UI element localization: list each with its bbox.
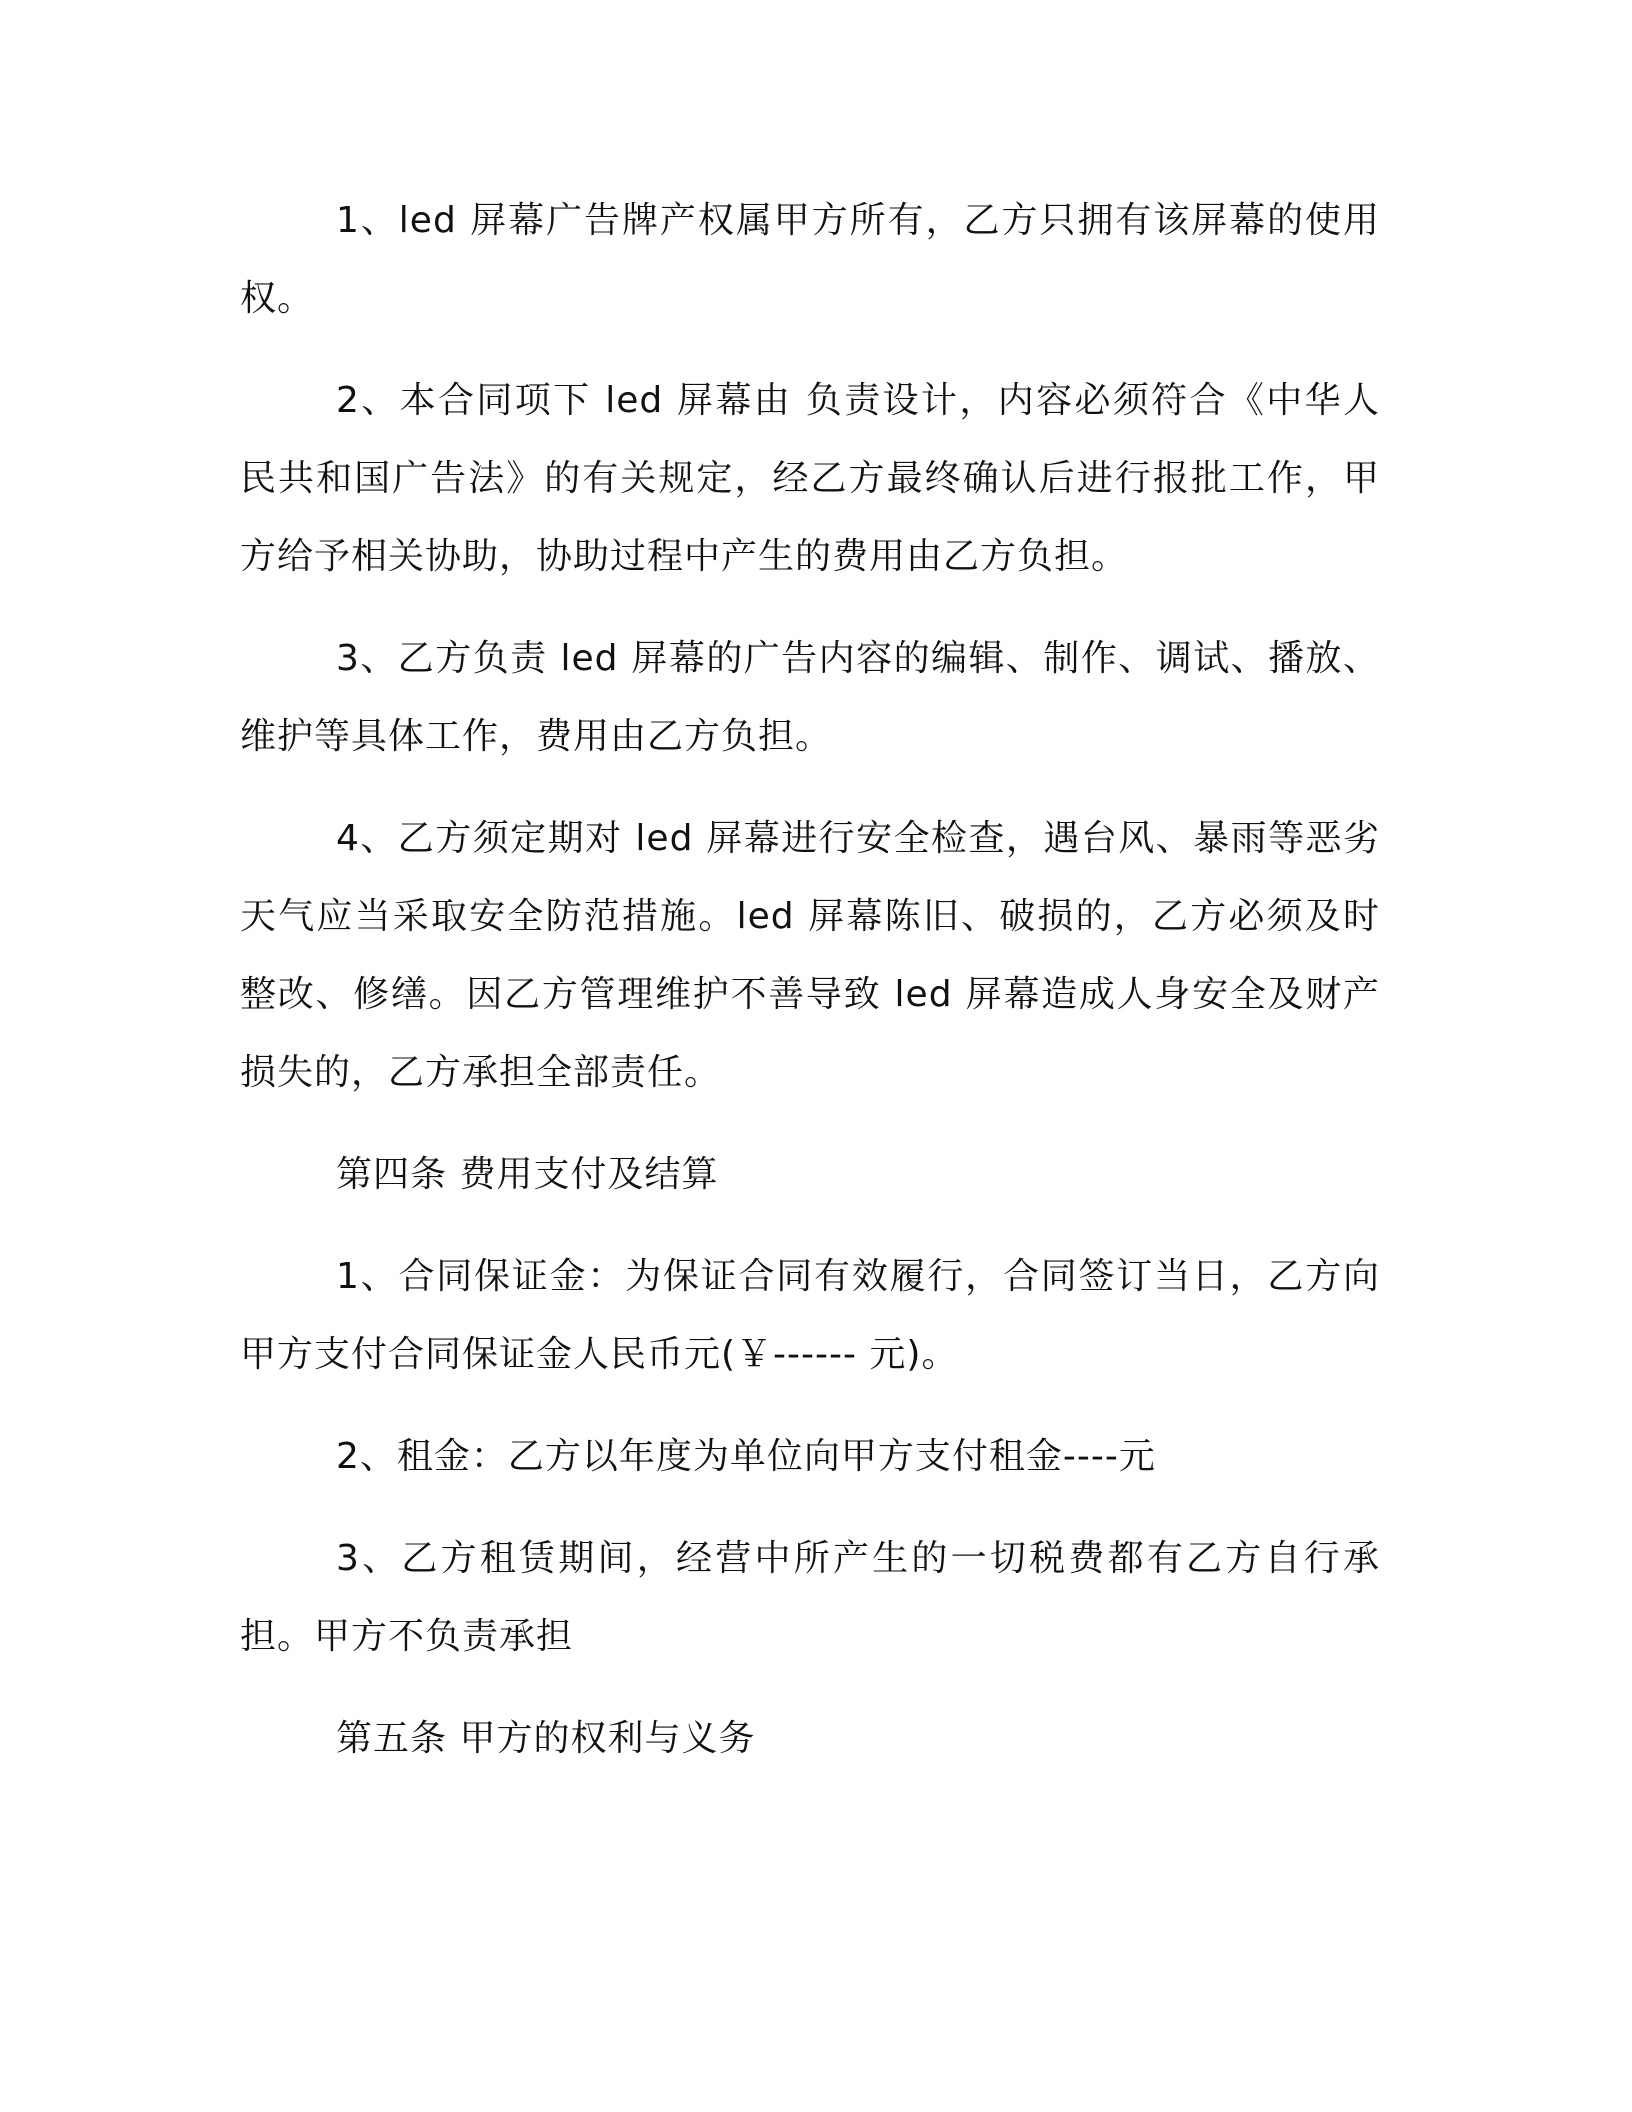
clause-1-ownership: 1、led 屏幕广告牌产权属甲方所有，乙方只拥有该屏幕的使用权。 xyxy=(240,200,1380,319)
clause-2-design: 2、本合同项下 led 屏幕由 负责设计，内容必须符合《中华人民共和国广告法》的有关规定，经乙方最终确认后进行报批工作，甲方给予相关协助，协助过程中产生的费用由乙方负担。 xyxy=(240,380,1380,577)
section-heading-article-5: 第五条 甲方的权利与义务 xyxy=(336,1718,756,1759)
document-body xyxy=(240,182,1380,1802)
clause-rent: 2、租金：乙方以年度为单位向甲方支付租金----元 xyxy=(336,1436,1156,1477)
clause-deposit: 1、合同保证金：为保证合同有效履行，合同签订当日，乙方向甲方支付合同保证金人民币元(￥------ 元)。 xyxy=(240,1256,1380,1375)
clause-4-safety-inspection: 4、乙方须定期对 led 屏幕进行安全检查，遇台风、暴雨等恶劣天气应当采取安全防范措施。led 屏幕陈旧、破损的，乙方必须及时整改、修缮。因乙方管理维护不善导致 led 屏幕造成人身安全及财产损失的，乙方承担全部责任。 xyxy=(240,818,1380,1093)
clause-3-content-operation: 3、乙方负责 led 屏幕的广告内容的编辑、制作、调试、播放、维护等具体工作，费用由乙方负担。 xyxy=(240,638,1380,757)
section-heading-article-4: 第四条 费用支付及结算 xyxy=(336,1154,719,1195)
clause-taxes: 3、乙方租赁期间，经营中所产生的一切税费都有乙方自行承担。甲方不负责承担 xyxy=(240,1538,1380,1657)
